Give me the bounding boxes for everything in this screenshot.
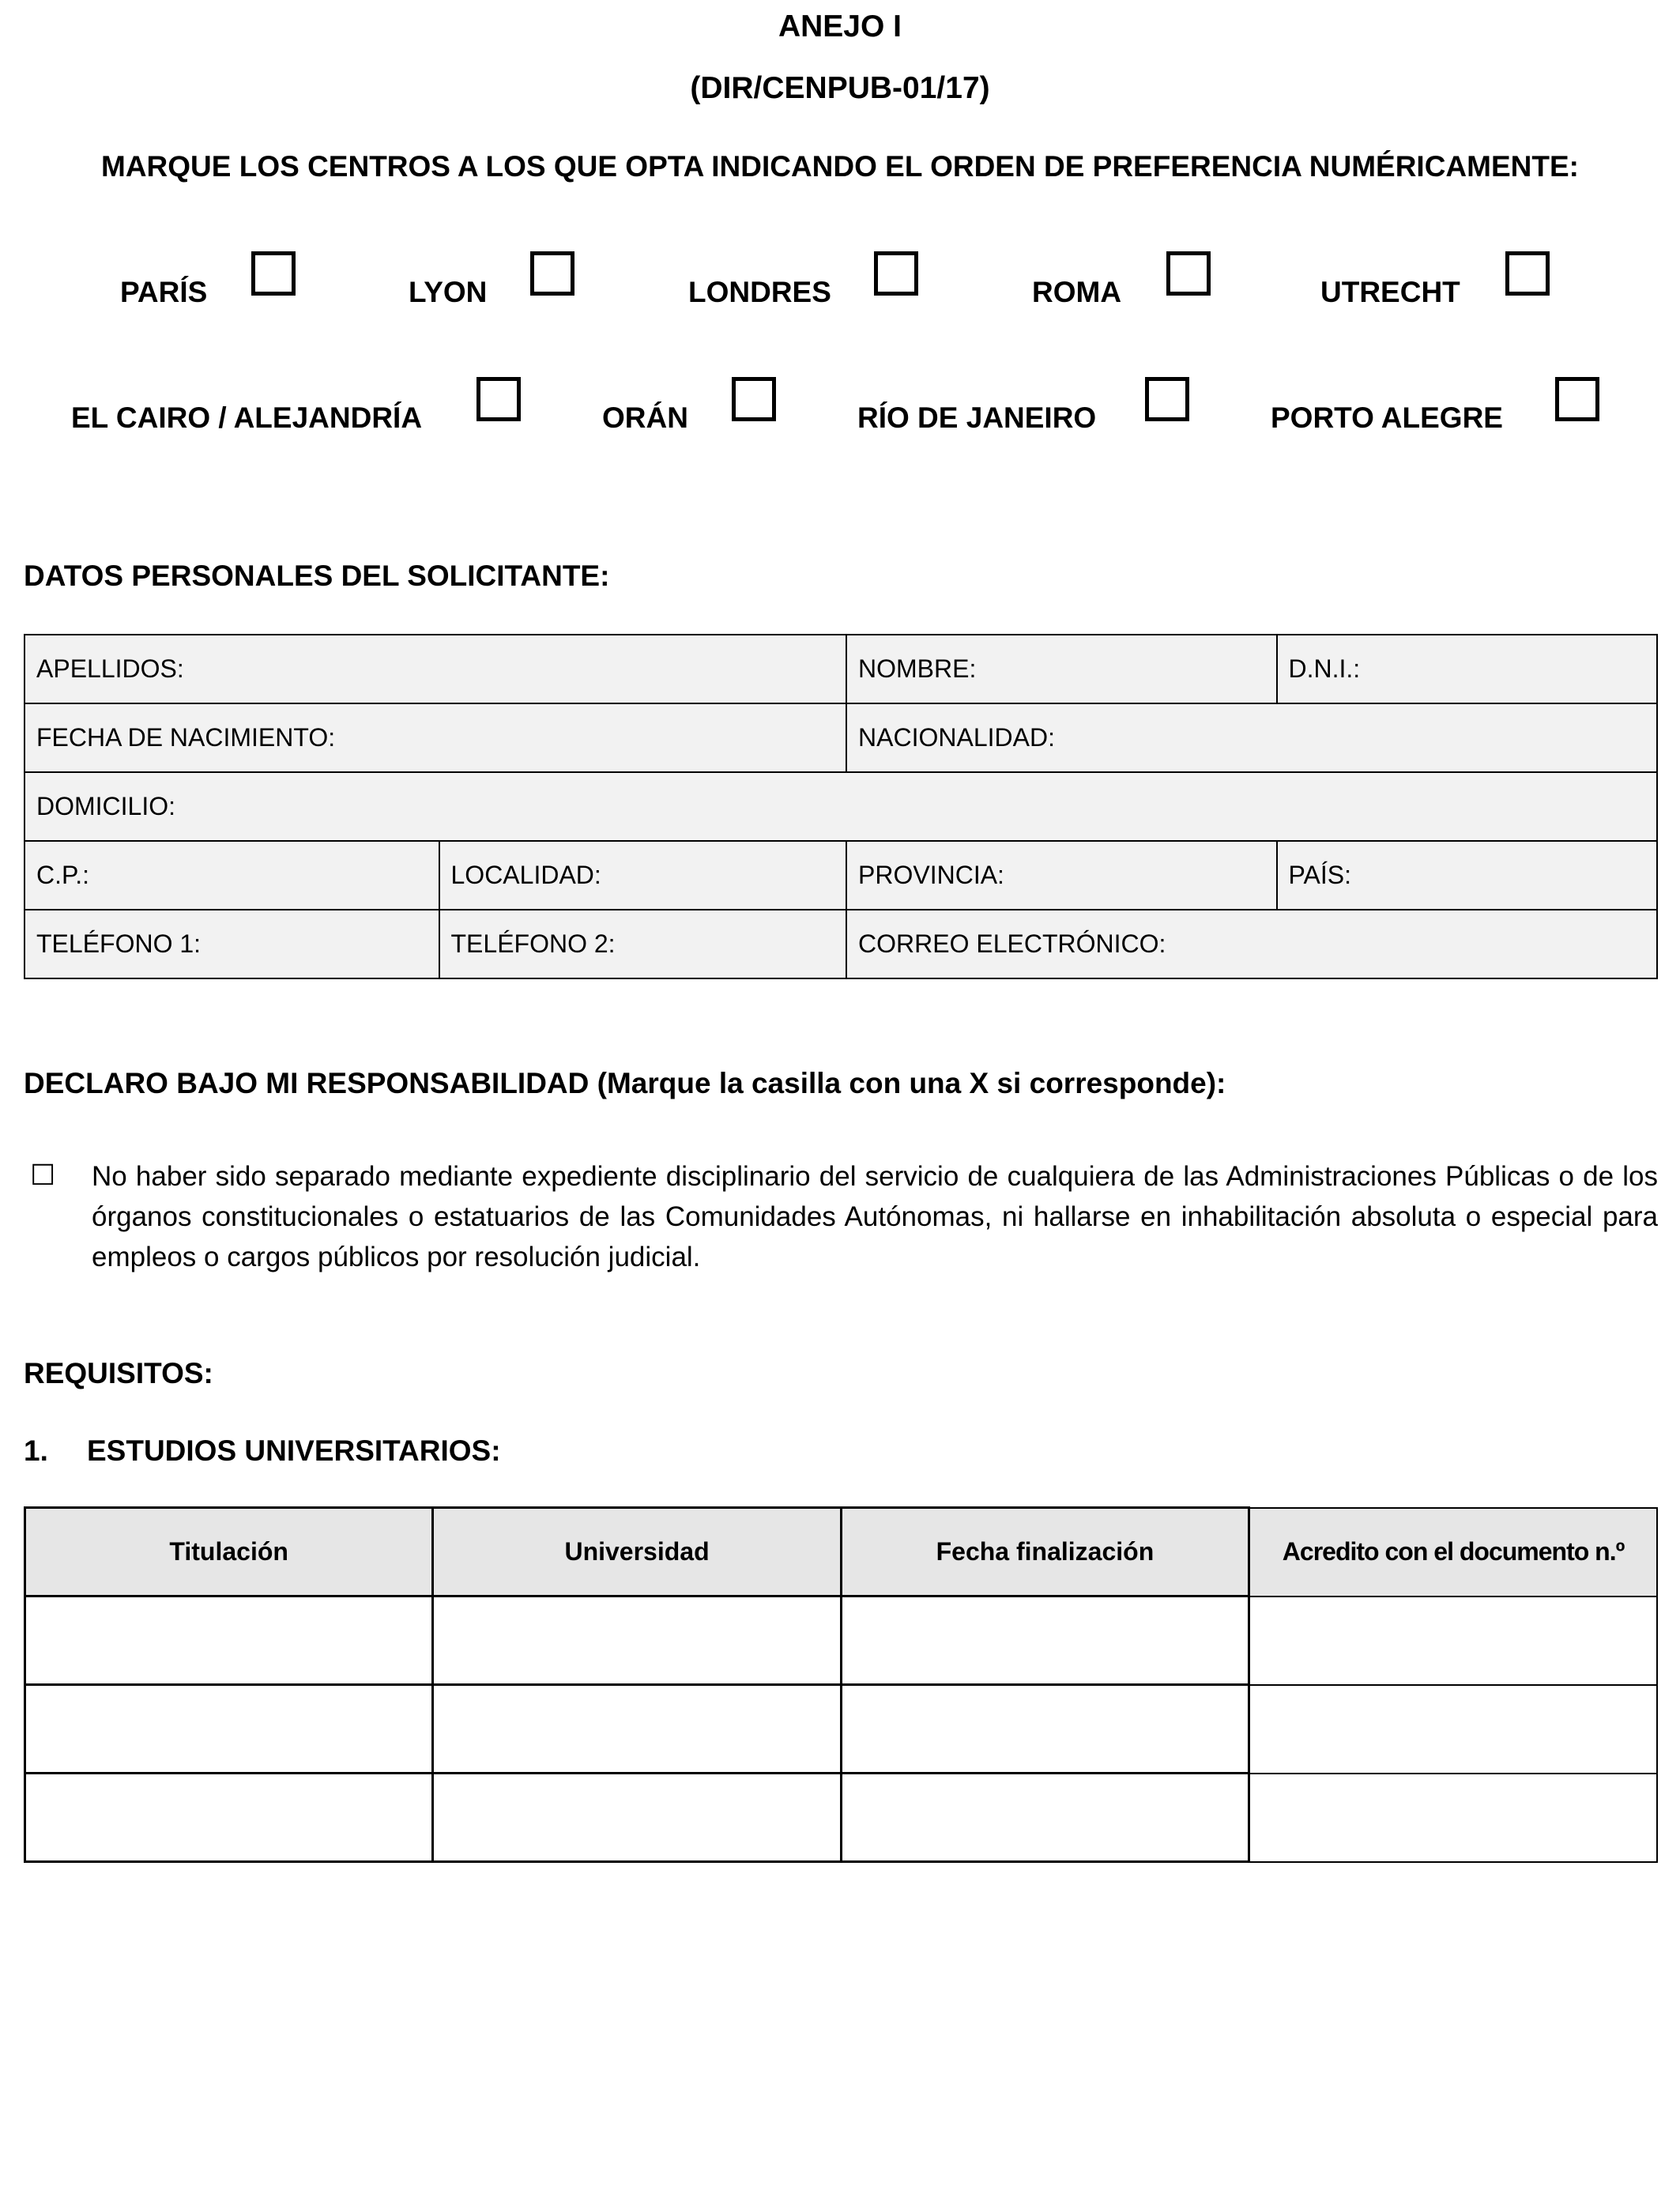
table-row [25, 1685, 1658, 1774]
apellidos-field[interactable]: APELLIDOS: [24, 635, 846, 703]
center-checkbox-roma[interactable] [1166, 251, 1211, 296]
center-checkbox-utrecht[interactable] [1505, 251, 1550, 296]
personal-data-table [24, 634, 1658, 979]
fecha-finalizacion-cell[interactable] [841, 1685, 1249, 1774]
page-title: ANEJO I [778, 9, 902, 43]
column-header-fecha-finalizacion: Fecha finalización [841, 1508, 1249, 1596]
center-label-utrecht: UTRECHT [1320, 276, 1460, 308]
center-label-el-cairo-alejandria: EL CAIRO / ALEJANDRÍA [71, 401, 423, 434]
nacionalidad-field[interactable]: NACIONALIDAD: [846, 703, 1657, 772]
declaration-heading: DECLARO BAJO MI RESPONSABILIDAD (Marque la casilla con una X si corresponde): [24, 1067, 1226, 1099]
center-checkbox-lyon[interactable] [530, 251, 574, 296]
requirement-title: ESTUDIOS UNIVERSITARIOS: [87, 1434, 501, 1467]
declaration-checkbox[interactable]: ☐ [30, 1159, 56, 1191]
table-row [25, 1596, 1658, 1685]
personal-data-heading: DATOS PERSONALES DEL SOLICITANTE: [24, 560, 610, 592]
documento-cell[interactable] [1249, 1596, 1657, 1685]
declaration-text: No haber sido separado mediante expediente disciplinario del servicio de cualquiera de las Administraciones Públicas o de los órganos constitucionales o estatuarios de las Comunidades Autónomas, ni hallarse en inhabilitación absoluta o especial para empleos o cargos públicos por resolución judicial. [92, 1161, 1658, 1272]
correo-electronico-field[interactable]: CORREO ELECTRÓNICO: [846, 910, 1657, 978]
pais-field[interactable]: PAÍS: [1277, 841, 1657, 910]
domicilio-field[interactable]: DOMICILIO: [24, 772, 1657, 841]
dni-field[interactable]: D.N.I.: [1277, 635, 1657, 703]
center-label-roma: ROMA [1032, 276, 1122, 308]
center-selection-instruction: MARQUE LOS CENTROS A LOS QUE OPTA INDICANDO EL ORDEN DE PREFERENCIA NUMÉRICAMENTE: [101, 150, 1579, 183]
center-checkbox-londres[interactable] [874, 251, 918, 296]
nombre-field[interactable]: NOMBRE: [846, 635, 1277, 703]
telefono1-field[interactable]: TELÉFONO 1: [24, 910, 439, 978]
center-label-porto-alegre: PORTO ALEGRE [1271, 401, 1503, 434]
form-code: (DIR/CENPUB-01/17) [690, 71, 990, 105]
column-header-acredito-documento: Acredito con el documento n.º [1249, 1508, 1657, 1596]
column-header-titulacion: Titulación [25, 1508, 433, 1596]
titulacion-cell[interactable] [25, 1774, 433, 1862]
center-checkbox-paris[interactable] [251, 251, 296, 296]
universidad-cell[interactable] [433, 1596, 841, 1685]
center-label-rio-de-janeiro: RÍO DE JANEIRO [857, 401, 1097, 434]
fecha-finalizacion-cell[interactable] [841, 1774, 1249, 1862]
center-checkbox-oran[interactable] [732, 377, 776, 421]
provincia-field[interactable]: PROVINCIA: [846, 841, 1277, 910]
center-label-oran: ORÁN [602, 401, 688, 434]
universidad-cell[interactable] [433, 1774, 841, 1862]
column-header-universidad: Universidad [433, 1508, 841, 1596]
center-label-paris: PARÍS [120, 276, 208, 308]
fecha-finalizacion-cell[interactable] [841, 1596, 1249, 1685]
center-label-lyon: LYON [409, 276, 488, 308]
center-checkbox-rio-de-janeiro[interactable] [1145, 377, 1189, 421]
titulacion-cell[interactable] [25, 1685, 433, 1774]
center-checkbox-porto-alegre[interactable] [1555, 377, 1599, 421]
cp-field[interactable]: C.P.: [24, 841, 439, 910]
fecha-nacimiento-field[interactable]: FECHA DE NACIMIENTO: [24, 703, 846, 772]
documento-cell[interactable] [1249, 1685, 1657, 1774]
requirement-number: 1. [24, 1434, 48, 1467]
localidad-field[interactable]: LOCALIDAD: [439, 841, 847, 910]
table-row [25, 1774, 1658, 1862]
center-label-londres: LONDRES [688, 276, 831, 308]
center-checkbox-el-cairo-alejandria[interactable] [477, 377, 521, 421]
requirements-heading: REQUISITOS: [24, 1357, 213, 1389]
universidad-cell[interactable] [433, 1685, 841, 1774]
telefono2-field[interactable]: TELÉFONO 2: [439, 910, 847, 978]
titulacion-cell[interactable] [25, 1596, 433, 1685]
documento-cell[interactable] [1249, 1774, 1657, 1862]
university-studies-table [24, 1506, 1658, 1863]
